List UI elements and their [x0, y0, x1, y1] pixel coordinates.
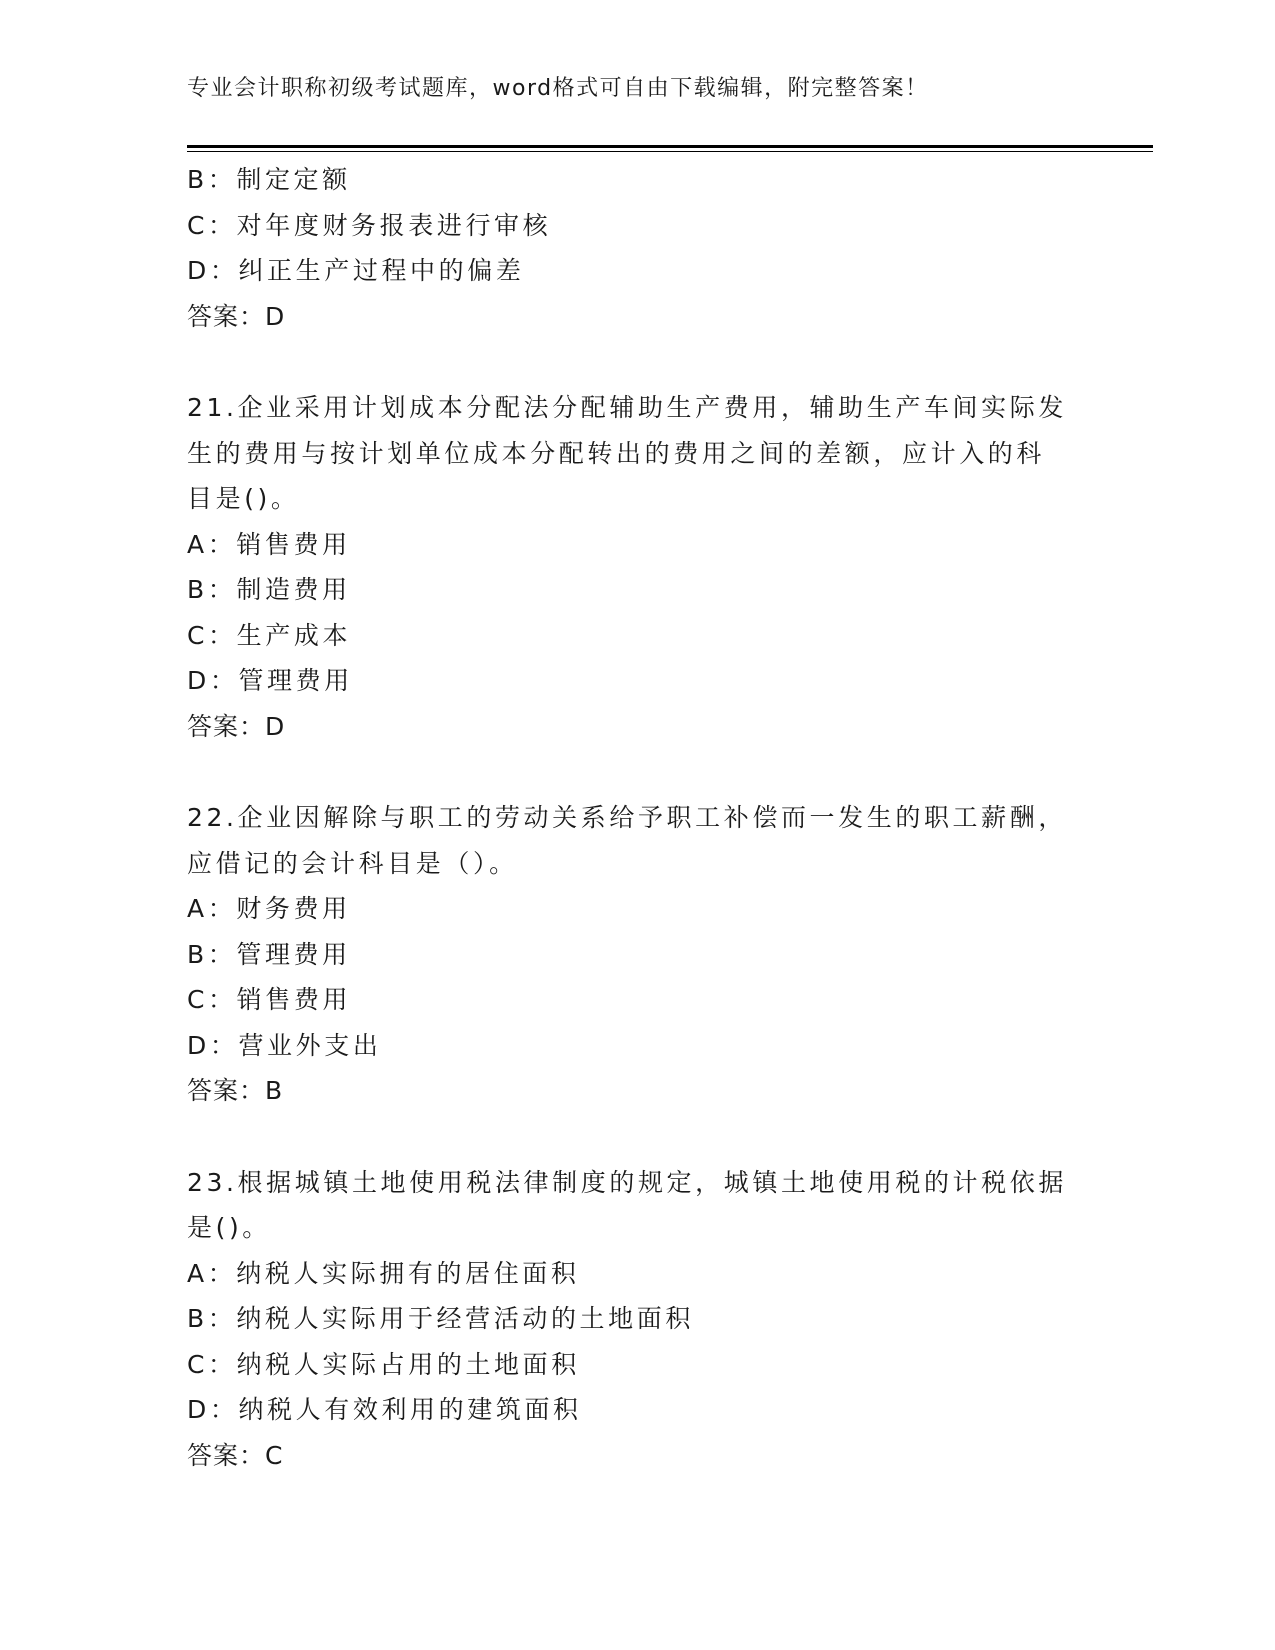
question-text-line: 生的费用与按计划单位成本分配转出的费用之间的差额，应计入的科: [187, 438, 1046, 468]
block-spacer: [187, 1114, 1087, 1160]
answer-line: 答案：D: [187, 711, 286, 741]
block-spacer: [187, 749, 1087, 795]
option-c: C：对年度财务报表进行审核: [187, 210, 552, 240]
option-d: D：管理费用: [187, 666, 353, 695]
option-c: C：纳税人实际占用的土地面积: [187, 1349, 580, 1379]
question-block-23: [187, 1160, 1087, 1479]
option-a: A：财务费用: [187, 894, 351, 923]
option-b: B：管理费用: [187, 939, 351, 969]
answer-line: 答案：D: [187, 301, 286, 331]
question-text-line: 23.根据城镇土地使用税法律制度的规定，城镇土地使用税的计税依据: [187, 1167, 1067, 1197]
option-c: C：销售费用: [187, 985, 352, 1014]
option-d: D：营业外支出: [187, 1030, 382, 1060]
header-divider-thin: [187, 151, 1153, 152]
answer-line: 答案：B: [187, 1076, 284, 1105]
question-block-continued: [187, 157, 1087, 339]
question-text-line: 22.企业因解除与职工的劳动关系给予职工补偿而一发生的职工薪酬，: [187, 803, 1067, 832]
page-header-text: 专业会计职称初级考试题库，word格式可自由下载编辑，附完整答案！: [187, 76, 929, 101]
question-block-21: [187, 385, 1087, 749]
question-text-line: 是()。: [187, 1213, 271, 1242]
question-text-line: 应借记的会计科目是（）。: [187, 848, 518, 878]
answer-line: 答案：C: [187, 1440, 284, 1470]
option-a: A：纳税人实际拥有的居住面积: [187, 1258, 580, 1288]
question-text-line: 21.企业采用计划成本分配法分配辅助生产费用，辅助生产车间实际发: [187, 393, 1067, 422]
option-b: B：纳税人实际用于经营活动的土地面积: [187, 1304, 694, 1333]
question-content: [187, 157, 1087, 1478]
option-d: D：纠正生产过程中的偏差: [187, 256, 525, 285]
option-a: A：销售费用: [187, 529, 351, 559]
option-d: D：纳税人有效利用的建筑面积: [187, 1395, 582, 1424]
option-c: C：生产成本: [187, 620, 352, 650]
question-block-22: [187, 795, 1087, 1114]
option-b: B：制定定额: [187, 165, 351, 194]
question-text-line: 目是()。: [187, 484, 300, 513]
option-b: B：制造费用: [187, 575, 351, 604]
block-spacer: [187, 339, 1087, 385]
header-divider-thick: [187, 145, 1153, 148]
